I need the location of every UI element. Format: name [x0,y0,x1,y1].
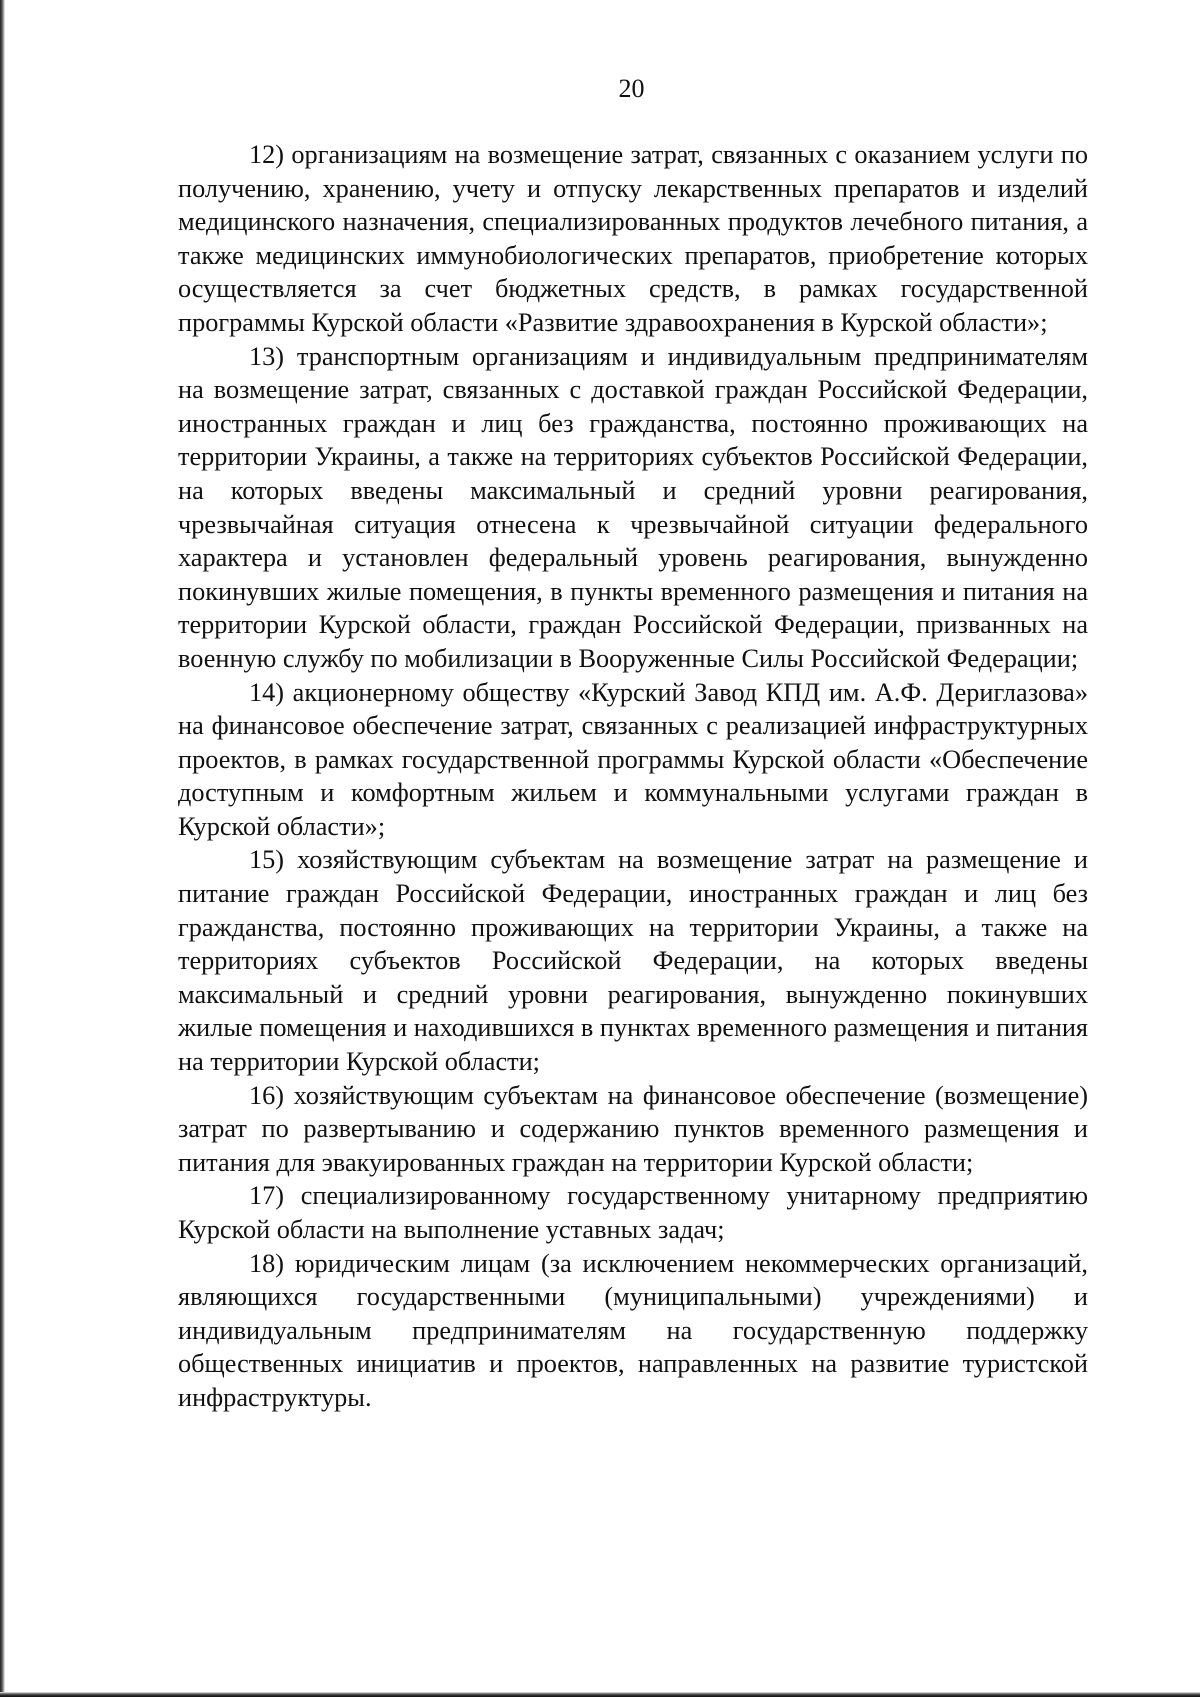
paragraph-item-12: 12) организациям на возмещение затрат, связанных с оказанием услуги по получению, хранению, учету и отпуску лекарственных препаратов и изделий медицинского назначения, специализированных продуктов лечебного питания, а также медицинских иммунобиологических препаратов, приобретение которых осуществляется за счет бюджетных средств, в рамках государственной программы Курской области «Развитие здравоохранения в Курской области»; [178,140,1088,337]
document-body [178,138,1088,1415]
page-number: 20 [618,74,645,103]
paragraph-item-16: 16) хозяйствующим субъектам на финансовое обеспечение (возмещение) затрат по развертыванию и содержанию пунктов временного размещения и питания для эвакуированных граждан на территории Курской области; [178,1080,1088,1177]
scan-edge-left [0,0,5,1697]
paragraph-item-14: 14) акционерному обществу «Курский Завод КПД им. А.Ф. Дериглазова» на финансовое обеспечение затрат, связанных с реализацией инфраструктурных проектов, в рамках государственной программы Курской области «Обеспечение доступным и комфортным жильем и коммунальными услугами граждан в Курской области»; [178,677,1088,841]
paragraph-item-18: 18) юридическим лицам (за исключением некоммерческих организаций, являющихся государственными (муниципальными) учреждениями) и индивидуальным предпринимателям на государственную поддержку общественных инициатив и проектов, направленных на развитие туристской инфраструктуры. [178,1248,1088,1412]
scan-edge-bottom [0,1692,1200,1697]
paragraph-item-17: 17) специализированному государственному унитарному предприятию Курской области на выполнение уставных задач; [178,1181,1088,1244]
paragraph-item-15: 15) хозяйствующим субъектам на возмещение затрат на размещение и питание граждан Российской Федерации, иностранных граждан и лиц без гражданства, постоянно проживающих на территории Украины, а также на территориях субъектов Российской Федерации, на которых введены максимальный и средний уровни реагирования, вынужденно покинувших жилые помещения и находившихся в пунктах временного размещения и питания на территории Курской области; [178,845,1088,1077]
paragraph-item-13: 13) транспортным организациям и индивидуальным предпринимателям на возмещение затрат, связанных с доставкой граждан Российской Федерации, иностранных граждан и лиц без гражданства, постоянно проживающих на территории Украины, а также на территориях субъектов Российской Федерации, на которых введены максимальный и средний уровни реагирования, чрезвычайная ситуация отнесена к чрезвычайной ситуации федерального характера и установлен федеральный уровень реагирования, вынужденно покинувших жилые помещения, в пункты временного размещения и питания на территории Курской области, граждан Российской Федерации, призванных на военную службу по мобилизации в Вооруженные Силы Российской Федерации; [178,341,1088,673]
